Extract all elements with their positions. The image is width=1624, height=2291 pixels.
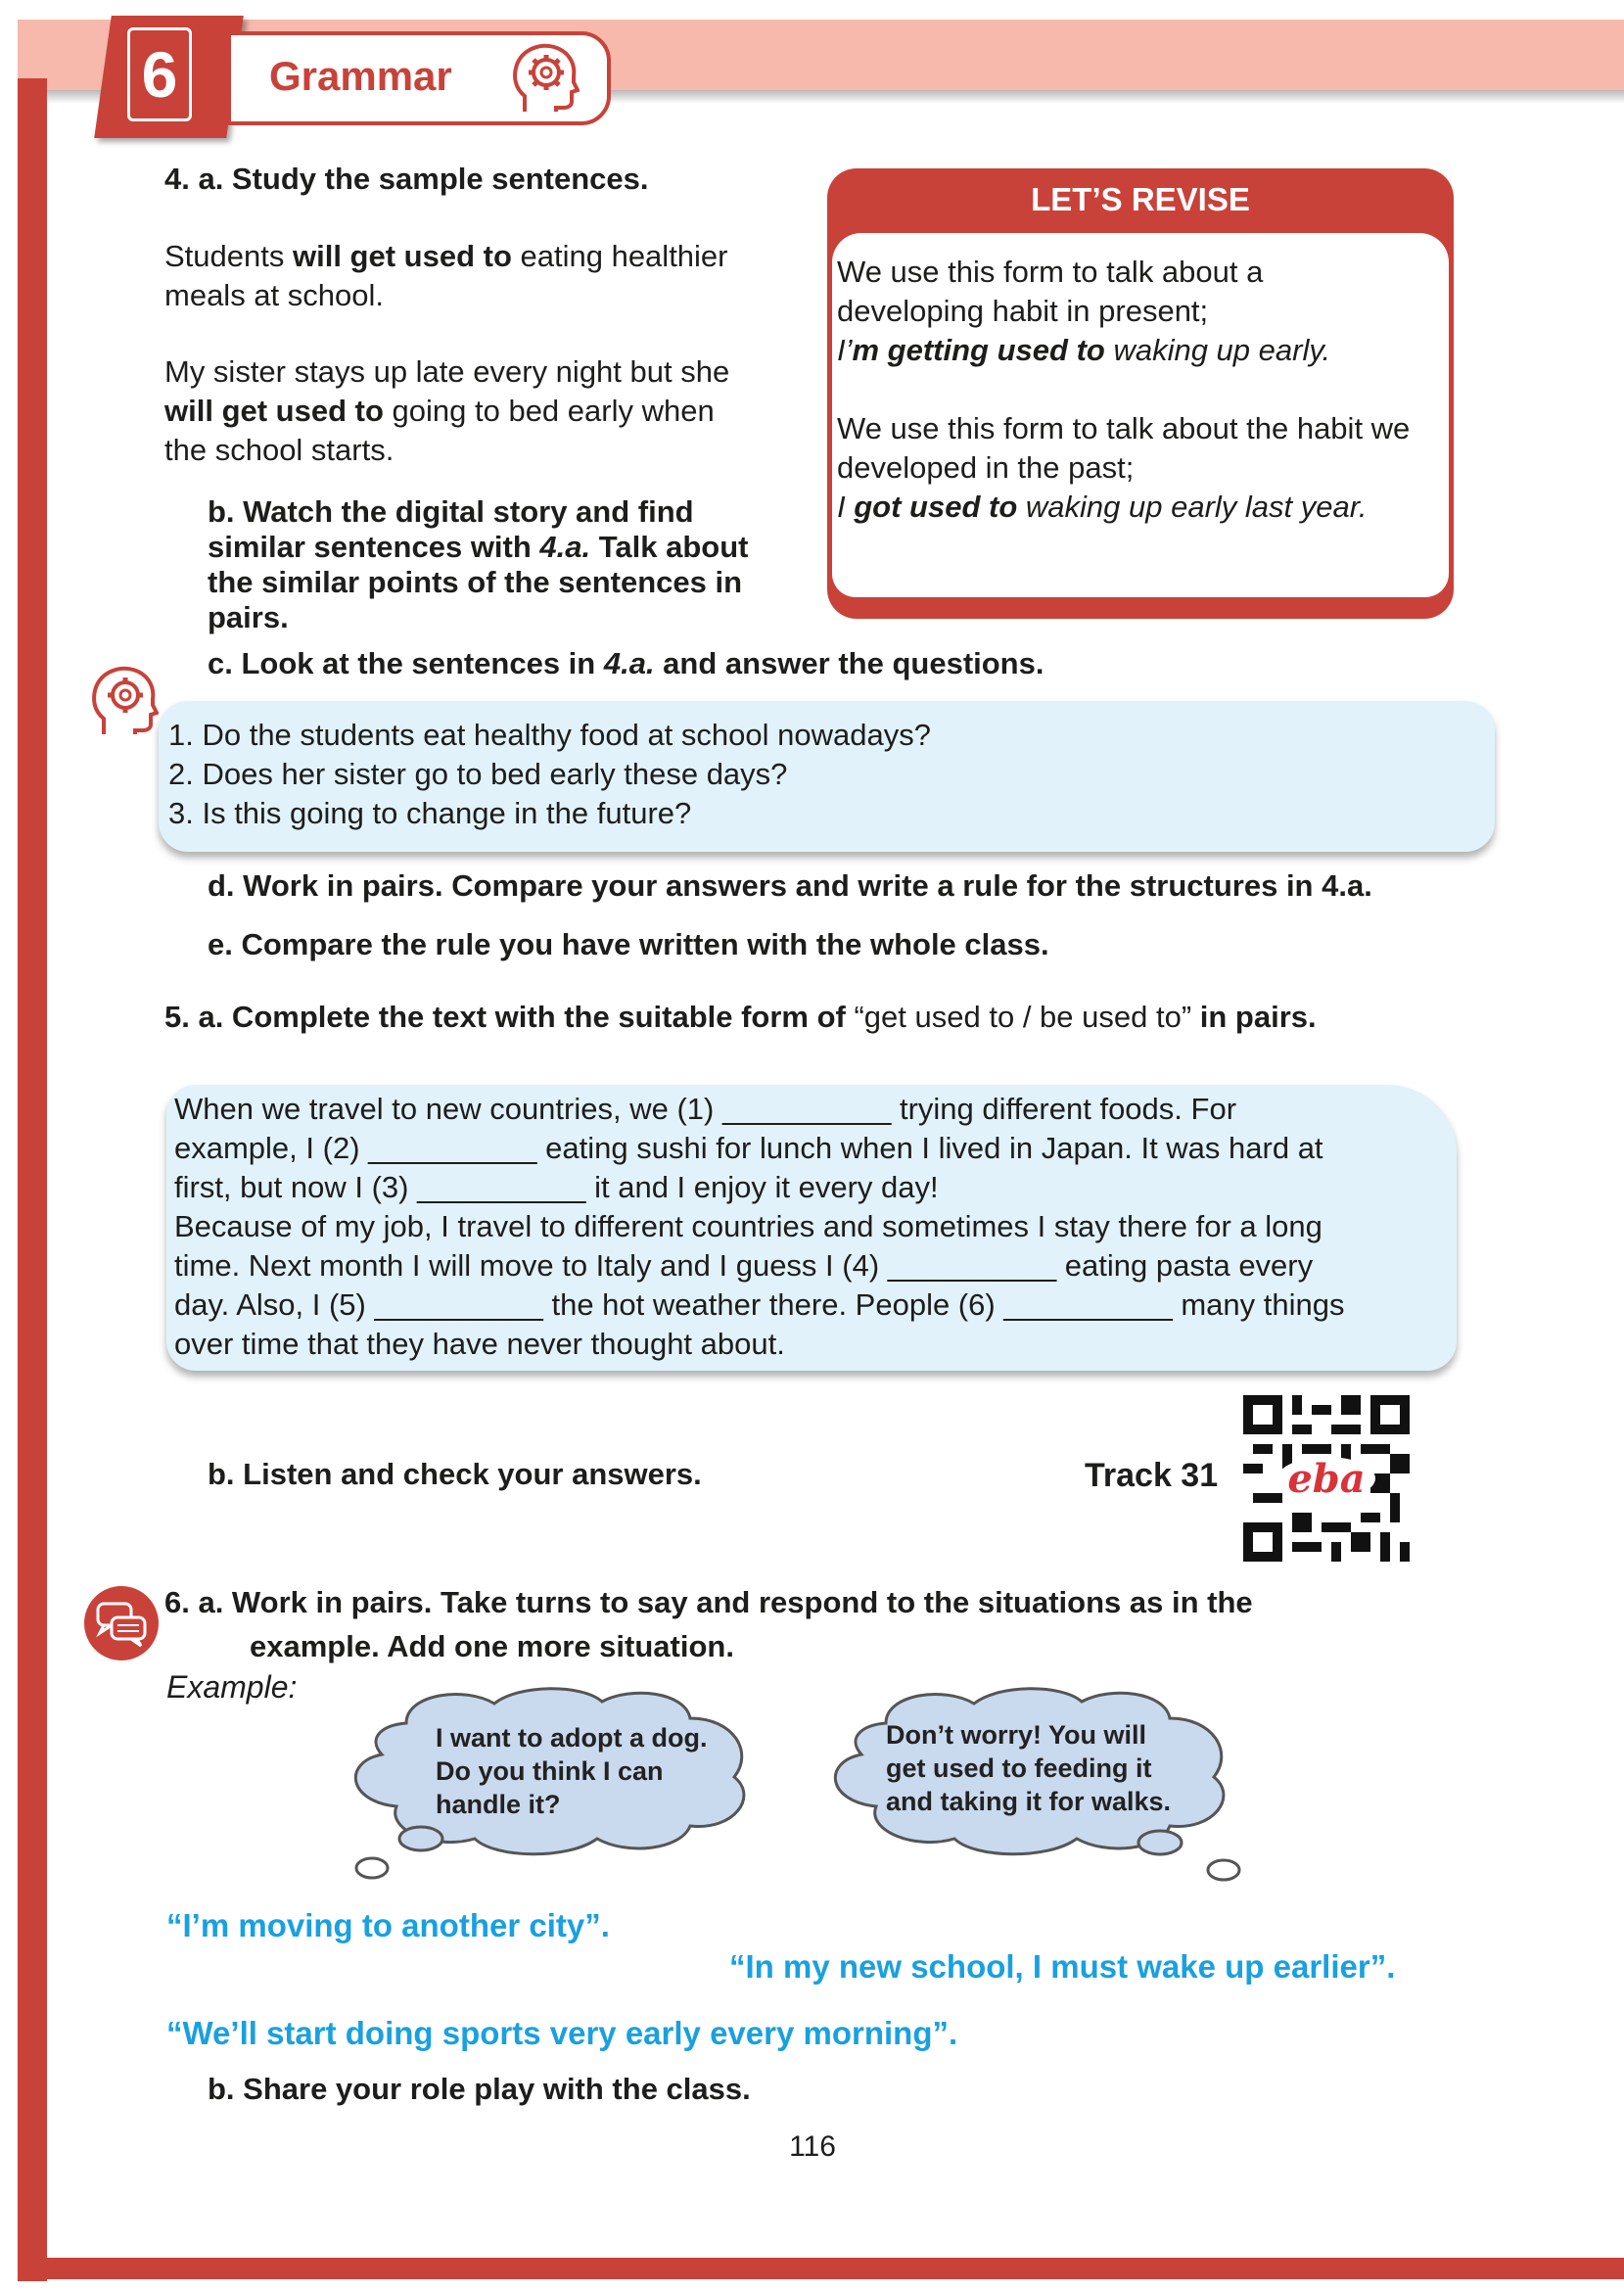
gap-fill-text [174, 1090, 1344, 1364]
page-title: Grammar [269, 53, 452, 99]
bubble-1-text: I want to adopt a dog. Do you think I can handle it? [436, 1723, 708, 1819]
qr-code-icon[interactable] [1243, 1395, 1410, 1562]
question-item: 3. Is this going to change in the future? [168, 796, 692, 830]
sample-sentence-2: My sister stays up late every night but she will get used to going to bed early when the school starts. [164, 354, 730, 467]
ex4e-instruction: e. Compare the rule you have written with the whole class. [208, 927, 1049, 961]
bubble-2-text: Don’t worry! You will get used to feeding it and taking it for walks. [886, 1720, 1172, 1816]
ex6b-instruction: b. Share your role play with the class. [208, 2072, 751, 2106]
questions-list [168, 716, 931, 833]
text-line: When we travel to new countries, we (1) __________ trying different foods. For [174, 1092, 1237, 1126]
track-label: Track 31 [1085, 1457, 1219, 1494]
sample-sentence-1: Students will get used to eating healthier meals at school. [164, 239, 728, 312]
situation-3: “We’ll start doing sports very early every morning”. [166, 2015, 958, 2051]
page-number: 116 [789, 2130, 836, 2163]
situation-1: “I’m moving to another city”. [166, 1907, 610, 1943]
ex6a-instruction: 6. a. Work in pairs. Take turns to say and respond to the situations as in the example. Add one more situation. [164, 1585, 1253, 1663]
unit-number: 6 [127, 27, 192, 121]
head-gear-icon [90, 664, 159, 740]
ex4b-instruction: b. Watch the digital story and find similar sentences with 4.a. Talk about the similar points of the sentences in pairs. [208, 494, 749, 634]
text-line: day. Also, I (5) __________ the hot weather there. People (6) __________ many things [174, 1287, 1345, 1322]
ex5a-heading: 5. a. Complete the text with the suitable form of “get used to / be used to” in pairs. [164, 1000, 1317, 1034]
head-gear-icon [511, 41, 580, 117]
text-line: Because of my job, I travel to different countries and sometimes I stay there for a long [174, 1209, 1322, 1243]
speech-bubbles-icon [82, 1584, 161, 1662]
lets-revise-title: LET’S REVISE [1031, 181, 1250, 217]
situation-2: “In my new school, I must wake up earlier”. [729, 1948, 1396, 1985]
question-item: 1. Do the students eat healthy food at school nowadays? [168, 718, 931, 752]
bottom-border [18, 2258, 1624, 2279]
text-line: time. Next month I will move to Italy and I guess I (4) __________ eating pasta every [174, 1248, 1314, 1283]
left-border [18, 78, 47, 2281]
ex5b-instruction: b. Listen and check your answers. [208, 1457, 702, 1491]
corner-curve [47, 2174, 135, 2258]
ex4a-heading: 4. a. Study the sample sentences. [164, 162, 649, 196]
example-label: Example: [166, 1669, 298, 1705]
question-item: 2. Does her sister go to bed early these days? [168, 757, 788, 791]
ex4c-instruction: c. Look at the sentences in 4.a. and answer the questions. [208, 646, 1044, 680]
text-line: example, I (2) __________ eating sushi for lunch when I lived in Japan. It was hard at [174, 1131, 1323, 1165]
text-line: first, but now I (3) __________ it and I enjoy it every day! [174, 1170, 939, 1204]
qr-logo: eba [1287, 1456, 1366, 1502]
revise-text: We use this form to talk about a developing habit in present; I’m getting used to waking up early. We use this form to talk about the habit we developed in the past; I got used to waking up early last year. [837, 255, 1411, 524]
text-line: over time that they have never thought about. [174, 1327, 785, 1361]
ex4d-instruction: d. Work in pairs. Compare your answers and write a rule for the structures in 4.a. [208, 868, 1372, 903]
